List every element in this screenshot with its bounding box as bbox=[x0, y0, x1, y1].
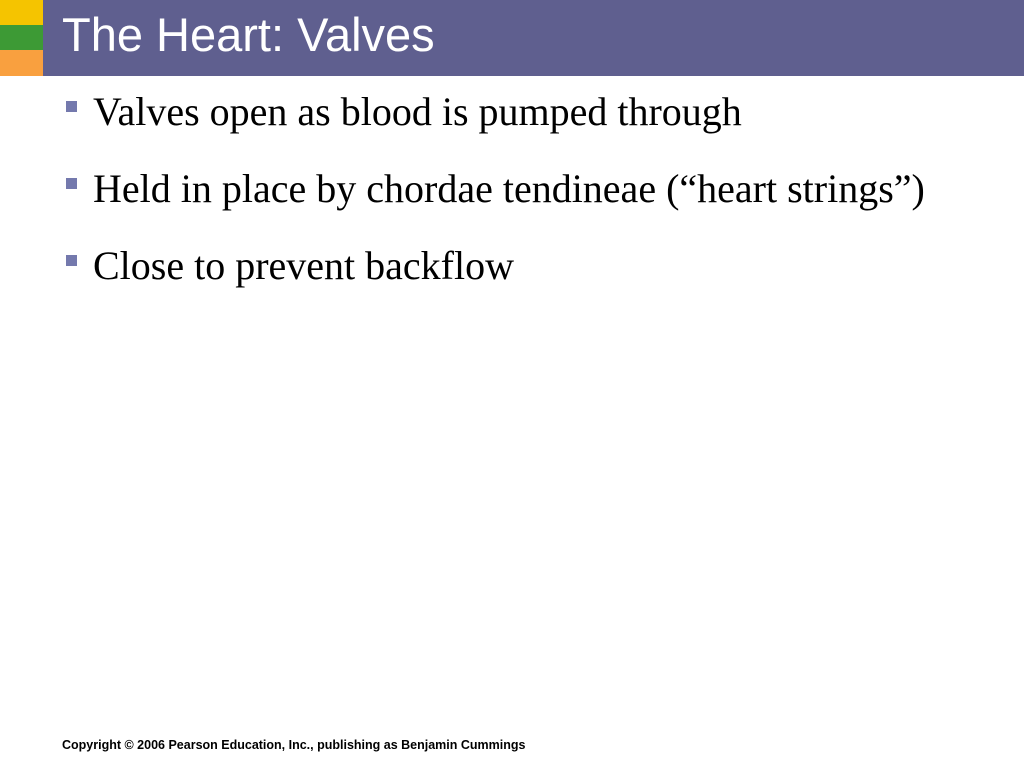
slide-title: The Heart: Valves bbox=[62, 8, 435, 61]
accent-orange-block bbox=[0, 50, 43, 76]
bullet-item bbox=[62, 84, 962, 140]
bullet-item bbox=[62, 238, 962, 294]
accent-green-block bbox=[0, 25, 43, 50]
square-bullet-icon bbox=[66, 101, 77, 112]
square-bullet-icon bbox=[66, 255, 77, 266]
bullet-list bbox=[62, 84, 962, 315]
accent-yellow-block bbox=[0, 0, 43, 25]
bullet-text: Valves open as blood is pumped through bbox=[93, 89, 742, 134]
copyright-footer: Copyright © 2006 Pearson Education, Inc., publishing as Benjamin Cummings bbox=[62, 738, 526, 752]
square-bullet-icon bbox=[66, 178, 77, 189]
bullet-text: Held in place by chordae tendineae (“heart strings”) bbox=[93, 166, 925, 211]
bullet-text: Close to prevent backflow bbox=[93, 243, 514, 288]
bullet-item bbox=[62, 161, 962, 217]
